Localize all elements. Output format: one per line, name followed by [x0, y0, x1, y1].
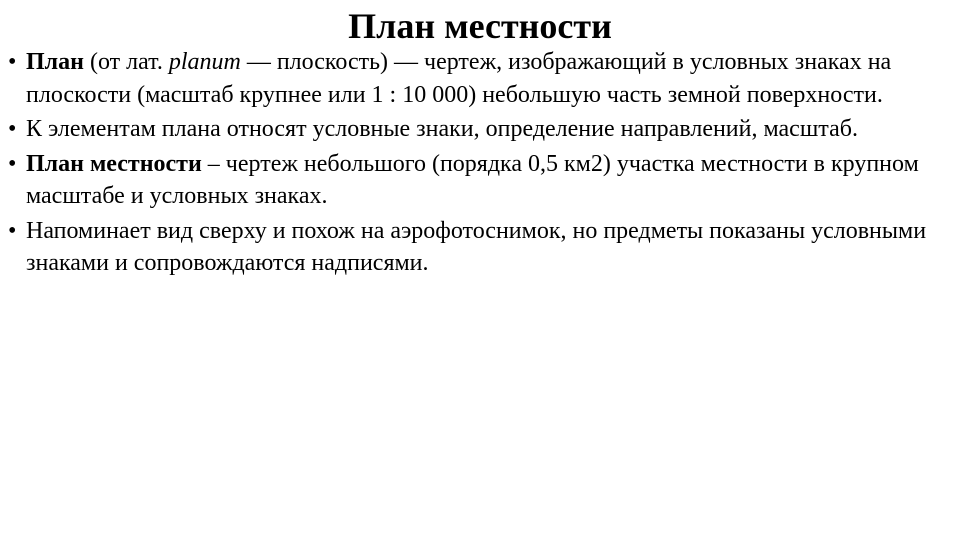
- bullet-item: [8, 46, 952, 111]
- slide-title: План местности: [348, 6, 612, 46]
- bullet-item: [8, 113, 952, 146]
- bullet-text: (от лат.: [83, 49, 169, 75]
- latin-term: planum: [168, 49, 241, 75]
- bullet-marker: •: [8, 217, 17, 244]
- bullet-marker: •: [8, 116, 17, 142]
- bullet-marker: •: [8, 49, 17, 75]
- bullet-marker: •: [8, 150, 17, 177]
- bullet-text: — плоскость) — чертеж, изображающий в условных знаках на плоскости (масштаб крупнее или 1 : 10 000) небольшую часть земной поверхности.: [26, 49, 892, 108]
- bullet-item: [8, 215, 952, 280]
- bullet-text: – чертеж небольшого (порядка 0,5 км2) участка местности в крупном масштабе и условных знаках.: [26, 150, 919, 209]
- bullet-term: План: [26, 49, 84, 75]
- bullet-text: Напоминает вид сверху и похож на аэрофотоснимок, но предметы показаны условными знаками и сопровождаются надписями.: [26, 217, 927, 276]
- bullet-term: План местности: [26, 150, 202, 177]
- bullet-item: [8, 148, 952, 213]
- bullet-list: [8, 46, 952, 282]
- bullet-text: К элементам плана относят условные знаки, определение направлений, масштаб.: [26, 116, 858, 142]
